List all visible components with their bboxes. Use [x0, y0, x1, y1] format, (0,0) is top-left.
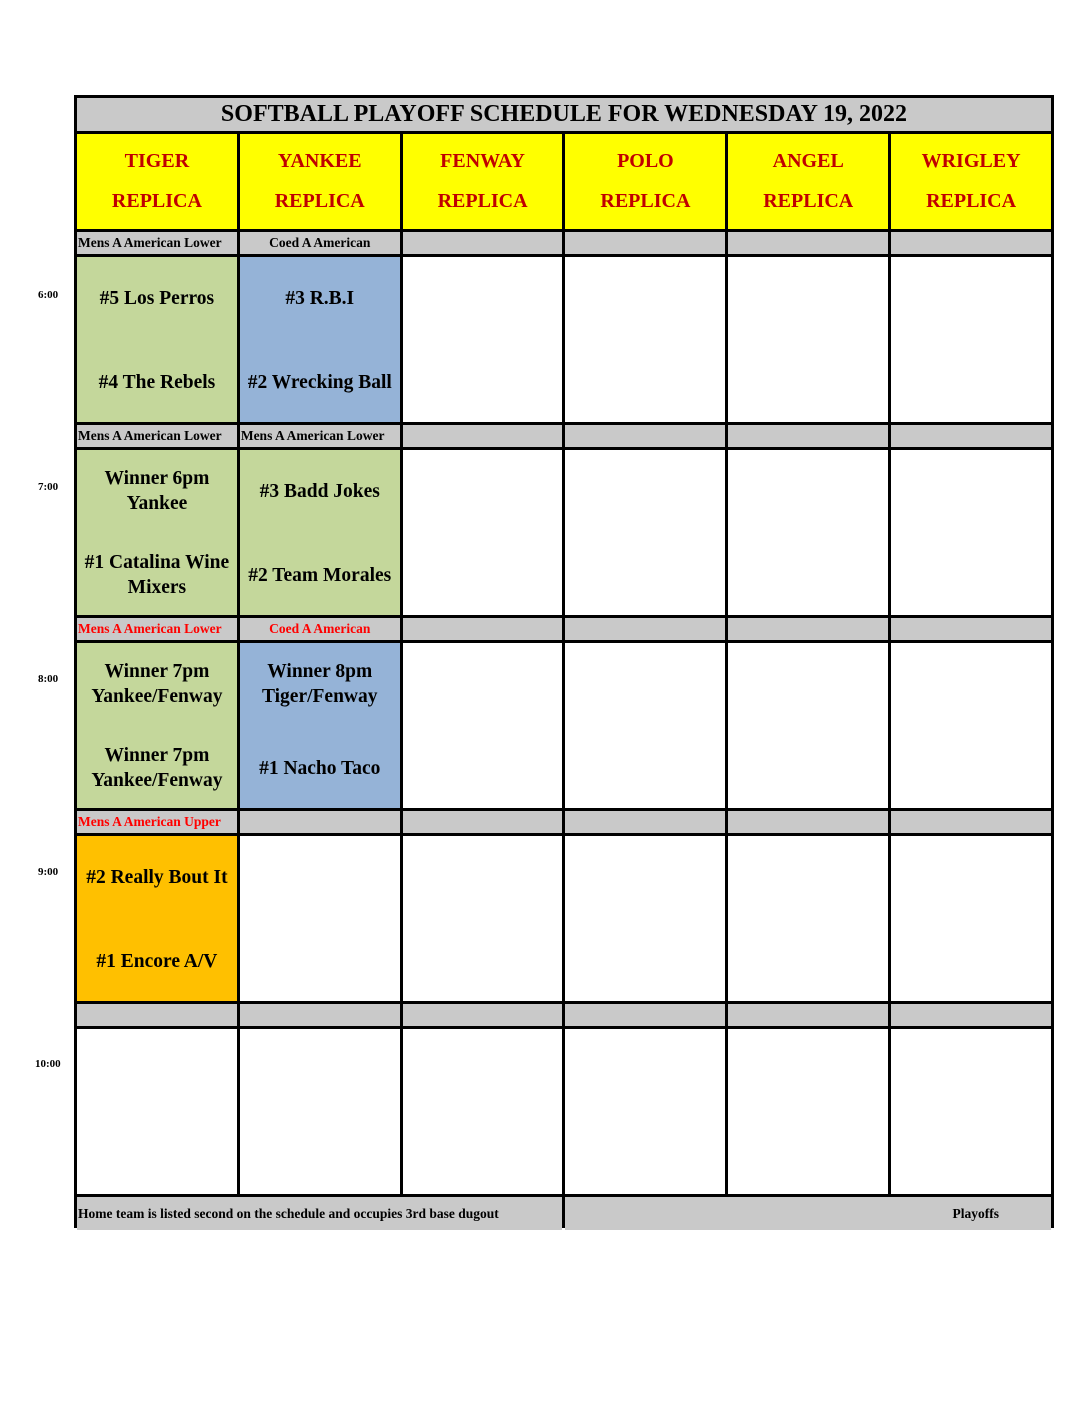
- away-team: [728, 848, 888, 908]
- division-label: [565, 425, 725, 447]
- game-cell: [891, 643, 1051, 808]
- field-subtitle: REPLICA: [763, 190, 854, 212]
- away-team: Winner 7pm Yankee/Fenway: [91, 661, 223, 707]
- home-team: [891, 1125, 1051, 1185]
- game-cell: [403, 450, 563, 615]
- time-label: 10:00: [35, 1058, 61, 1070]
- division-label: [403, 618, 563, 640]
- home-team: [403, 353, 563, 413]
- division-label: Mens A American Lower: [77, 232, 237, 254]
- game-cell: [891, 836, 1051, 1001]
- time-label: 8:00: [38, 673, 59, 685]
- division-label: Mens A American Lower: [77, 425, 237, 447]
- field-subtitle: REPLICA: [926, 190, 1017, 212]
- away-team: [891, 269, 1051, 329]
- game-cell: [728, 836, 888, 1001]
- field-header-angel: [728, 134, 888, 229]
- field-subtitle: REPLICA: [111, 190, 202, 212]
- division-label: [565, 811, 725, 833]
- division-label: [891, 425, 1051, 447]
- game-cell: [565, 836, 725, 1001]
- field-subtitle: REPLICA: [274, 190, 365, 212]
- away-team: [240, 1041, 400, 1101]
- home-team: [891, 546, 1051, 606]
- away-team: [565, 1041, 725, 1101]
- division-label: [891, 1004, 1051, 1026]
- game-cell: [403, 836, 563, 1001]
- away-team: [891, 655, 1051, 715]
- home-team: [565, 353, 725, 413]
- away-team: [565, 848, 725, 908]
- time-column: [0, 0, 74, 1408]
- field-name: FENWAY: [440, 150, 525, 172]
- division-label: [728, 1004, 888, 1026]
- game-cell: [891, 257, 1051, 422]
- time-label: 6:00: [38, 289, 59, 301]
- home-team: [403, 739, 563, 799]
- field-header-wrigley: [891, 134, 1051, 229]
- division-label: Mens A American Lower: [240, 425, 400, 447]
- division-label: [565, 232, 725, 254]
- footer-playoffs-label: Playoffs: [565, 1197, 1051, 1230]
- division-label: [728, 618, 888, 640]
- page-title: SOFTBALL PLAYOFF SCHEDULE FOR WEDNESDAY 19, 2022: [77, 98, 1051, 131]
- game-cell: [77, 257, 237, 422]
- home-team: #1 Encore A/V: [96, 950, 218, 972]
- division-label: Mens A American Lower: [77, 618, 237, 640]
- time-label: 7:00: [38, 481, 59, 493]
- home-team: #4 The Rebels: [98, 371, 216, 393]
- field-name: TIGER: [124, 150, 190, 172]
- game-cell: [77, 1029, 237, 1194]
- away-team: #5 Los Perros: [99, 287, 215, 309]
- home-team: [728, 932, 888, 992]
- home-team: [728, 739, 888, 799]
- home-team: Winner 7pm Yankee/Fenway: [91, 745, 223, 791]
- home-team: [565, 546, 725, 606]
- field-name: POLO: [617, 150, 674, 172]
- field-header-tiger: [77, 134, 237, 229]
- game-cell: [240, 257, 400, 422]
- division-label: [565, 1004, 725, 1026]
- game-cell: [77, 836, 237, 1001]
- home-team: [565, 739, 725, 799]
- away-team: [891, 1041, 1051, 1101]
- home-team: [728, 1125, 888, 1185]
- away-team: [728, 655, 888, 715]
- home-team: [403, 546, 563, 606]
- home-team: #2 Wrecking Ball: [247, 371, 392, 393]
- division-label: [77, 1004, 237, 1026]
- home-team: #1 Catalina Wine Mixers: [84, 552, 230, 598]
- home-team: [240, 1125, 400, 1185]
- division-label: [403, 232, 563, 254]
- away-team: Winner 8pm Tiger/Fenway: [261, 661, 378, 707]
- division-label: [728, 425, 888, 447]
- division-label: [891, 232, 1051, 254]
- time-label: 9:00: [38, 866, 59, 878]
- field-name: WRIGLEY: [921, 150, 1021, 172]
- home-team: [728, 353, 888, 413]
- home-team: [891, 932, 1051, 992]
- game-cell: [77, 643, 237, 808]
- game-cell: [891, 450, 1051, 615]
- home-team: [891, 739, 1051, 799]
- game-cell: [728, 1029, 888, 1194]
- away-team: [728, 462, 888, 522]
- away-team: #2 Really Bout It: [86, 866, 228, 888]
- home-team: [728, 546, 888, 606]
- away-team: [77, 1041, 237, 1101]
- game-cell: [240, 836, 400, 1001]
- away-team: #3 Badd Jokes: [259, 480, 380, 502]
- game-cell: [728, 643, 888, 808]
- division-label: [728, 811, 888, 833]
- away-team: [240, 848, 400, 908]
- away-team: #3 R.B.I: [285, 287, 355, 309]
- home-team: #1 Nacho Taco: [259, 757, 381, 779]
- division-label: [403, 811, 563, 833]
- away-team: [565, 655, 725, 715]
- schedule-table: [74, 95, 1054, 1228]
- home-team: [240, 932, 400, 992]
- game-cell: [403, 257, 563, 422]
- division-label: [240, 811, 400, 833]
- game-cell: [565, 450, 725, 615]
- field-header-polo: [565, 134, 725, 229]
- field-subtitle: REPLICA: [437, 190, 528, 212]
- away-team: [891, 848, 1051, 908]
- away-team: [403, 462, 563, 522]
- game-cell: [403, 1029, 563, 1194]
- game-cell: [728, 257, 888, 422]
- division-label: Mens A American Upper: [77, 811, 237, 833]
- game-cell: [565, 257, 725, 422]
- game-cell: [240, 643, 400, 808]
- division-label: [891, 811, 1051, 833]
- field-name: ANGEL: [772, 150, 844, 172]
- footer-note: Home team is listed second on the schedule and occupies 3rd base dugout: [77, 1197, 562, 1230]
- game-cell: [77, 450, 237, 615]
- away-team: [565, 462, 725, 522]
- game-cell: [728, 450, 888, 615]
- game-cell: [240, 450, 400, 615]
- away-team: [565, 269, 725, 329]
- away-team: [728, 1041, 888, 1101]
- division-label: [403, 1004, 563, 1026]
- away-team: Winner 6pm Yankee: [104, 468, 210, 514]
- home-team: [565, 1125, 725, 1185]
- home-team: #2 Team Morales: [248, 564, 392, 586]
- game-cell: [565, 643, 725, 808]
- game-cell: [891, 1029, 1051, 1194]
- division-label: [240, 1004, 400, 1026]
- division-label: Coed A American: [240, 618, 400, 640]
- home-team: [77, 1125, 237, 1185]
- division-label: [891, 618, 1051, 640]
- division-label: Coed A American: [240, 232, 400, 254]
- field-subtitle: REPLICA: [600, 190, 691, 212]
- away-team: [728, 269, 888, 329]
- game-cell: [565, 1029, 725, 1194]
- field-header-yankee: [240, 134, 400, 229]
- away-team: [891, 462, 1051, 522]
- away-team: [403, 655, 563, 715]
- away-team: [403, 269, 563, 329]
- game-cell: [240, 1029, 400, 1194]
- field-name: YANKEE: [277, 150, 362, 172]
- field-header-fenway: [403, 134, 563, 229]
- game-cell: [403, 643, 563, 808]
- home-team: [565, 932, 725, 992]
- away-team: [403, 848, 563, 908]
- home-team: [403, 1125, 563, 1185]
- division-label: [565, 618, 725, 640]
- away-team: [403, 1041, 563, 1101]
- division-label: [403, 425, 563, 447]
- home-team: [891, 353, 1051, 413]
- division-label: [728, 232, 888, 254]
- home-team: [403, 932, 563, 992]
